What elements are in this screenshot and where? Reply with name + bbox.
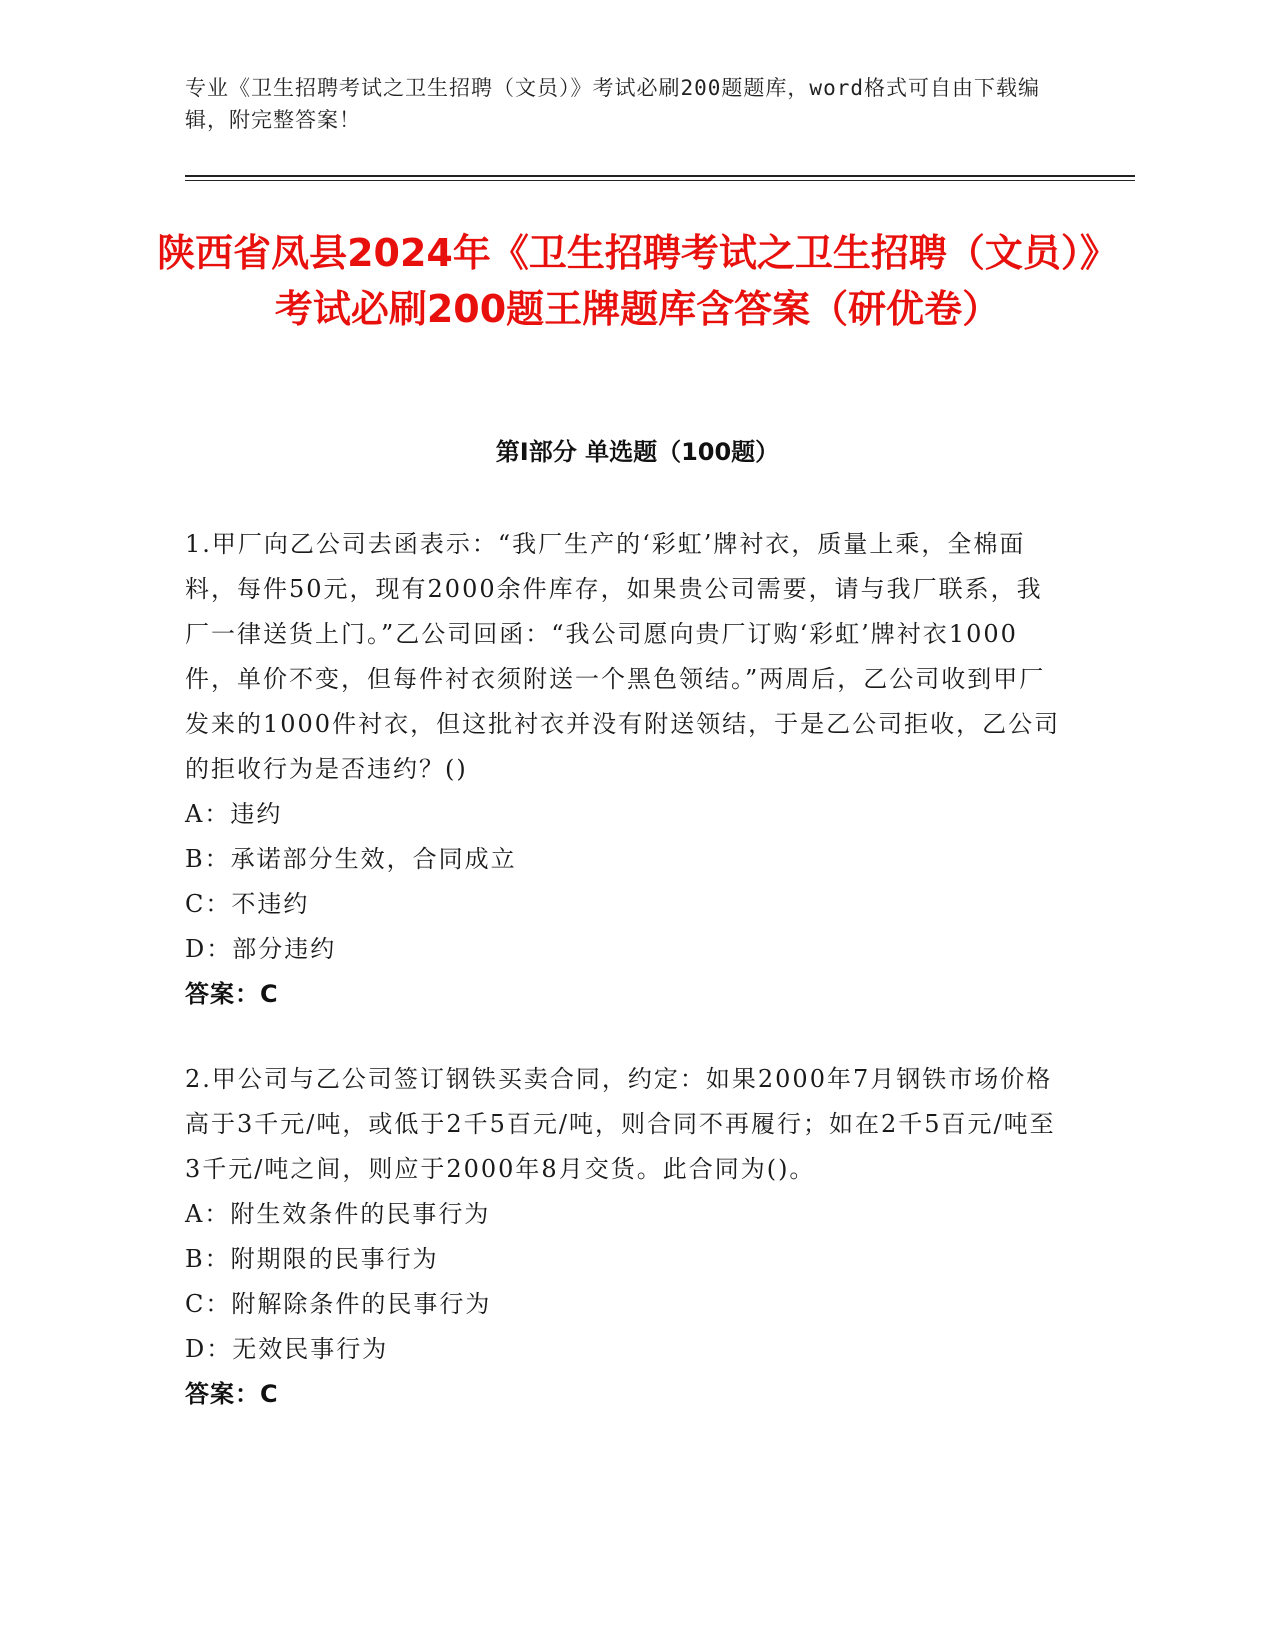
option-a: A：违约 [185,800,283,828]
header-divider-thin [185,180,1135,181]
option-b: B：附期限的民事行为 [185,1245,439,1273]
answer-line: 答案：C [185,980,279,1008]
question-2 [185,1057,1065,1417]
option-b: B：承诺部分生效，合同成立 [185,845,517,873]
question-stem: 1.甲厂向乙公司去函表示：“我厂生产的‘彩虹’牌衬衣，质量上乘，全棉面料，每件50元，现有2000余件库存，如果贵公司需要，请与我厂联系，我厂一律送货上门。”乙公司回函：“我公司愿向贵厂订购‘彩虹’牌衬衣1000件，单价不变，但每件衬衣须附送一个黑色领结。”两周后，乙公司收到甲厂发来的1000件衬衣，但这批衬衣并没有附送领结，于是乙公司拒收，乙公司的拒收行为是否违约？() [185,530,1061,783]
option-a: A：附生效条件的民事行为 [185,1200,491,1228]
answer-line: 答案：C [185,1380,279,1408]
document-title: 陕西省凤县2024年《卫生招聘考试之卫生招聘（文员）》考试必刷200题王牌题库含答案（研优卷） [157,231,1118,331]
question-list [185,522,1065,1457]
question-1 [185,522,1065,1017]
option-d: D：部分违约 [185,935,337,963]
section-title: 第Ⅰ部分 单选题（100题） [495,438,780,466]
question-stem: 2.甲公司与乙公司签订钢铁买卖合同，约定：如果2000年7月钢铁市场价格高于3千元/吨，或低于2千5百元/吨，则合同不再履行；如在2千5百元/吨至3千元/吨之间，则应于2000年8月交货。此合同为()。 [185,1065,1056,1183]
header-note: 专业《卫生招聘考试之卫生招聘（文员）》考试必刷200题题库，word格式可自由下载编辑，附完整答案！ [185,76,1040,132]
option-c: C：不违约 [185,890,310,918]
header-divider-thick [185,175,1135,177]
option-c: C：附解除条件的民事行为 [185,1290,492,1318]
option-d: D：无效民事行为 [185,1335,389,1363]
